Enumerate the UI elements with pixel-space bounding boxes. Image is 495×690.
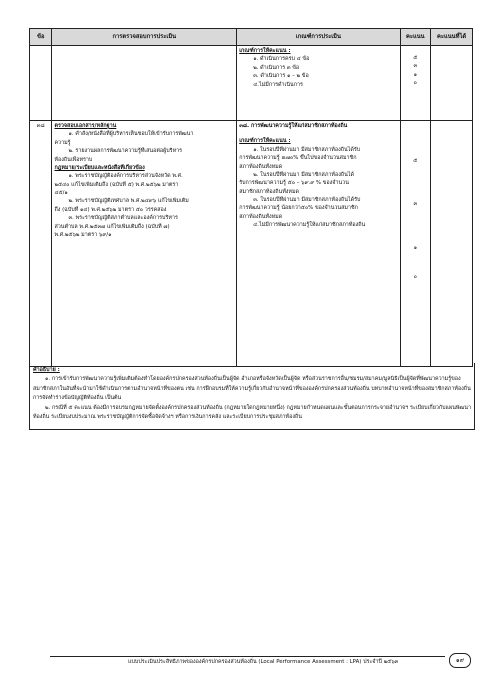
- criteria-item: ๑. ในรอบปีที่ผ่านมา มีสมาชิกสภาท้องถิ่นได้รับ: [253, 146, 361, 153]
- criteria-item: ๒. ในรอบปีที่ผ่านมา มีสมาชิกสภาท้องถิ่นได้: [253, 171, 354, 178]
- cell-number-empty: [30, 46, 52, 121]
- table-row-38: [30, 121, 473, 367]
- law-item-cont: ๔๕/๑: [54, 190, 68, 196]
- score-value: ๑: [413, 71, 418, 78]
- criteria-item: ๓. ดำเนินการ ๑ – ๒ ข้อ: [253, 73, 309, 80]
- cell-criteria-continued: [237, 46, 400, 121]
- criteria-item-cont: สมาชิกสภาท้องถิ่นทั้งหมด: [239, 188, 300, 195]
- law-item: ๒. พระราชบัญญัติเทศบาล พ.ศ.๒๔๙๖ แก้ไขเพิ่มเติม: [68, 198, 189, 205]
- check-item-cont: ท้องถิ่นเพื่อทราบ: [54, 156, 93, 163]
- law-item-cont: ถึง (ฉบับที่ ๑๔) พ.ศ.๒๕๖๒ มาตรา ๕๐ วรรคสอง: [54, 206, 167, 213]
- score-value: ๓: [413, 63, 418, 70]
- cell-check-empty: [52, 46, 237, 121]
- remarks-paragraph-2: ๒. กรณีที่ ๕ คะแนน ต้องมีการอบรมกฎหมายจัดตั้งองค์กรปกครองส่วนท้องถิ่น (กฎหมายใดกฎหมายหนึ่ง) กฎหมายกำหนดแผนและขั้นตอนการกระจายอำนาจฯ ระเบียบเกี่ยวกับแผนพัฒนาท้องถิ่น ระเบียบงบประมาณ พระราชบัญญัติการจัดซื้อจัดจ้างฯ หรือการเงินการคลัง และระเบียบการประชุมสภาท้องถิ่น: [33, 404, 472, 421]
- remarks-title: คำอธิบาย :: [33, 367, 60, 373]
- law-item-cont: ๒๕๔๐ แก้ไขเพิ่มเติมถึง (ฉบับที่ ๕) พ.ศ.๒๕๖๒ มาตรา: [54, 181, 179, 188]
- criteria-item-cont: สภาท้องถิ่นทั้งหมด: [239, 213, 283, 220]
- criteria-title: เกณฑ์การให้คะแนน :: [239, 48, 291, 54]
- cell-score-38: [400, 121, 431, 367]
- criteria-title: เกณฑ์การให้คะแนน :: [239, 138, 291, 145]
- criteria-item-cont: รับการพัฒนาความรู้ ๕๐ – ๖๙.๙ % ของจำนวน: [239, 180, 349, 187]
- criteria-item-cont: การพัฒนาความรู้ น้อยกว่า๕๐% ของจำนวนสมาชิก: [239, 205, 358, 212]
- law-item: ๓. พระราชบัญญัติสภาตำบลและองค์การบริหาร: [68, 215, 178, 222]
- header-criteria: เกณฑ์การประเมิน: [237, 29, 400, 46]
- footer-text: แบบประเมินประสิทธิภาพขององค์กรปกครองส่วนท้องถิ่น (Local Performance Assessment : LPA) ประจำปี ๒๕๖๓: [128, 659, 399, 665]
- page-number: ๑๙: [449, 653, 471, 668]
- score-value: ๓: [413, 201, 418, 208]
- remarks-paragraph-1: ๑. การเข้ารับการพัฒนาความรู้เพิ่มเติมต้องทำโดยองค์กรปกครองส่วนท้องถิ่นเป็นผู้จัด อำเภอหรือจังหวัดเป็นผู้จัด หรือส่วนราชการอื่น/ชมรม/สมาคม/มูลนิธิเป็นผู้จัดที่พัฒนาความรู้ของสมาชิกสภาในอันที่จะนำมาใช้ดำเนินการตามอำนาจหน้าที่ของตน เช่น การฝึกอบรมที่ให้ความรู้เกี่ยวกับอำนาจหน้าที่ขององค์กรปกครองส่วนท้องถิ่น บทบาทอำนาจหน้าที่ของสมาชิกสภาท้องถิ่น การจัดทำร่างข้อบัญญัติท้องถิ่น เป็นต้น: [33, 376, 471, 402]
- header-number: ข้อ: [30, 29, 52, 46]
- cell-criteria-38: [237, 121, 400, 367]
- cell-score-received-38: [431, 121, 473, 367]
- check-title: ตรวจสอบเอกสาร/หลักฐาน: [54, 123, 117, 129]
- criteria-heading: ๓๘. การพัฒนาความรู้ให้แก่สมาชิกสภาท้องถิ่น: [239, 123, 348, 129]
- assessment-table: [29, 28, 473, 367]
- table-header-row: [30, 29, 473, 46]
- law-item-cont: พ.ศ.๒๕๖๒ มาตรา ๖๙/๑: [54, 231, 112, 238]
- law-item-cont: ส่วนตำบล พ.ศ.๒๕๓๗ แก้ไขเพิ่มเติมถึง (ฉบับที่ ๗): [54, 223, 170, 230]
- criteria-item: ๔.ไม่มีการดำเนินการ: [253, 81, 303, 88]
- check-item: ๒. รายงานผลการพัฒนาความรู้ที่เสนอต่อผู้บริหาร: [68, 148, 183, 155]
- cell-score-received-empty: [431, 46, 473, 121]
- header-check: การตรวจสอบการประเมิน: [52, 29, 237, 46]
- score-value: ๕: [413, 158, 418, 164]
- criteria-item: ๒. ดำเนินการ ๓ ข้อ: [253, 64, 300, 71]
- criteria-item-cont: การพัฒนาความรู้ ≥๗๐% ขึ้นไปของจำนวนสมาชิก: [239, 155, 357, 162]
- criteria-item: ๔.ไม่มีการพัฒนาความรู้ให้แก่สมาชิกสภาท้องถิ่น: [253, 222, 366, 229]
- check-item-cont: ความรู้: [54, 139, 71, 146]
- header-score-received: คะแนนที่ได้: [431, 29, 473, 46]
- criteria-item: ๓. ในรอบปีที่ผ่านมา มีสมาชิกสภาท้องถิ่นได้รับ: [253, 197, 361, 203]
- score-value: ๕: [413, 55, 418, 61]
- check-item: ๑. คำสั่ง/หนังสือที่ผู้บริหารเห็นชอบให้เข้ารับการพัฒนา: [68, 131, 194, 138]
- law-item: ๑. พระราชบัญญัติองค์การบริหารส่วนจังหวัด พ.ศ.: [68, 173, 183, 180]
- score-value: ๐: [413, 274, 417, 281]
- law-title: กฎหมาย/ระเบียบและหนังสือที่เกี่ยวข้อง: [54, 164, 145, 171]
- cell-score-continued: [400, 46, 431, 121]
- header-score: คะแนน: [400, 29, 431, 46]
- cell-check-38: [52, 121, 237, 367]
- remarks-box: [29, 363, 475, 430]
- criteria-item: ๑. ดำเนินการครบ ๔ ข้อ: [253, 56, 310, 63]
- criteria-item-cont: สภาท้องถิ่นทั้งหมด: [239, 163, 283, 170]
- table-row-continued: [30, 46, 473, 121]
- score-value: ๐: [413, 80, 417, 87]
- footer-divider: [50, 656, 445, 657]
- score-value: ๑: [413, 244, 418, 251]
- row-number: ๓๘: [30, 121, 52, 367]
